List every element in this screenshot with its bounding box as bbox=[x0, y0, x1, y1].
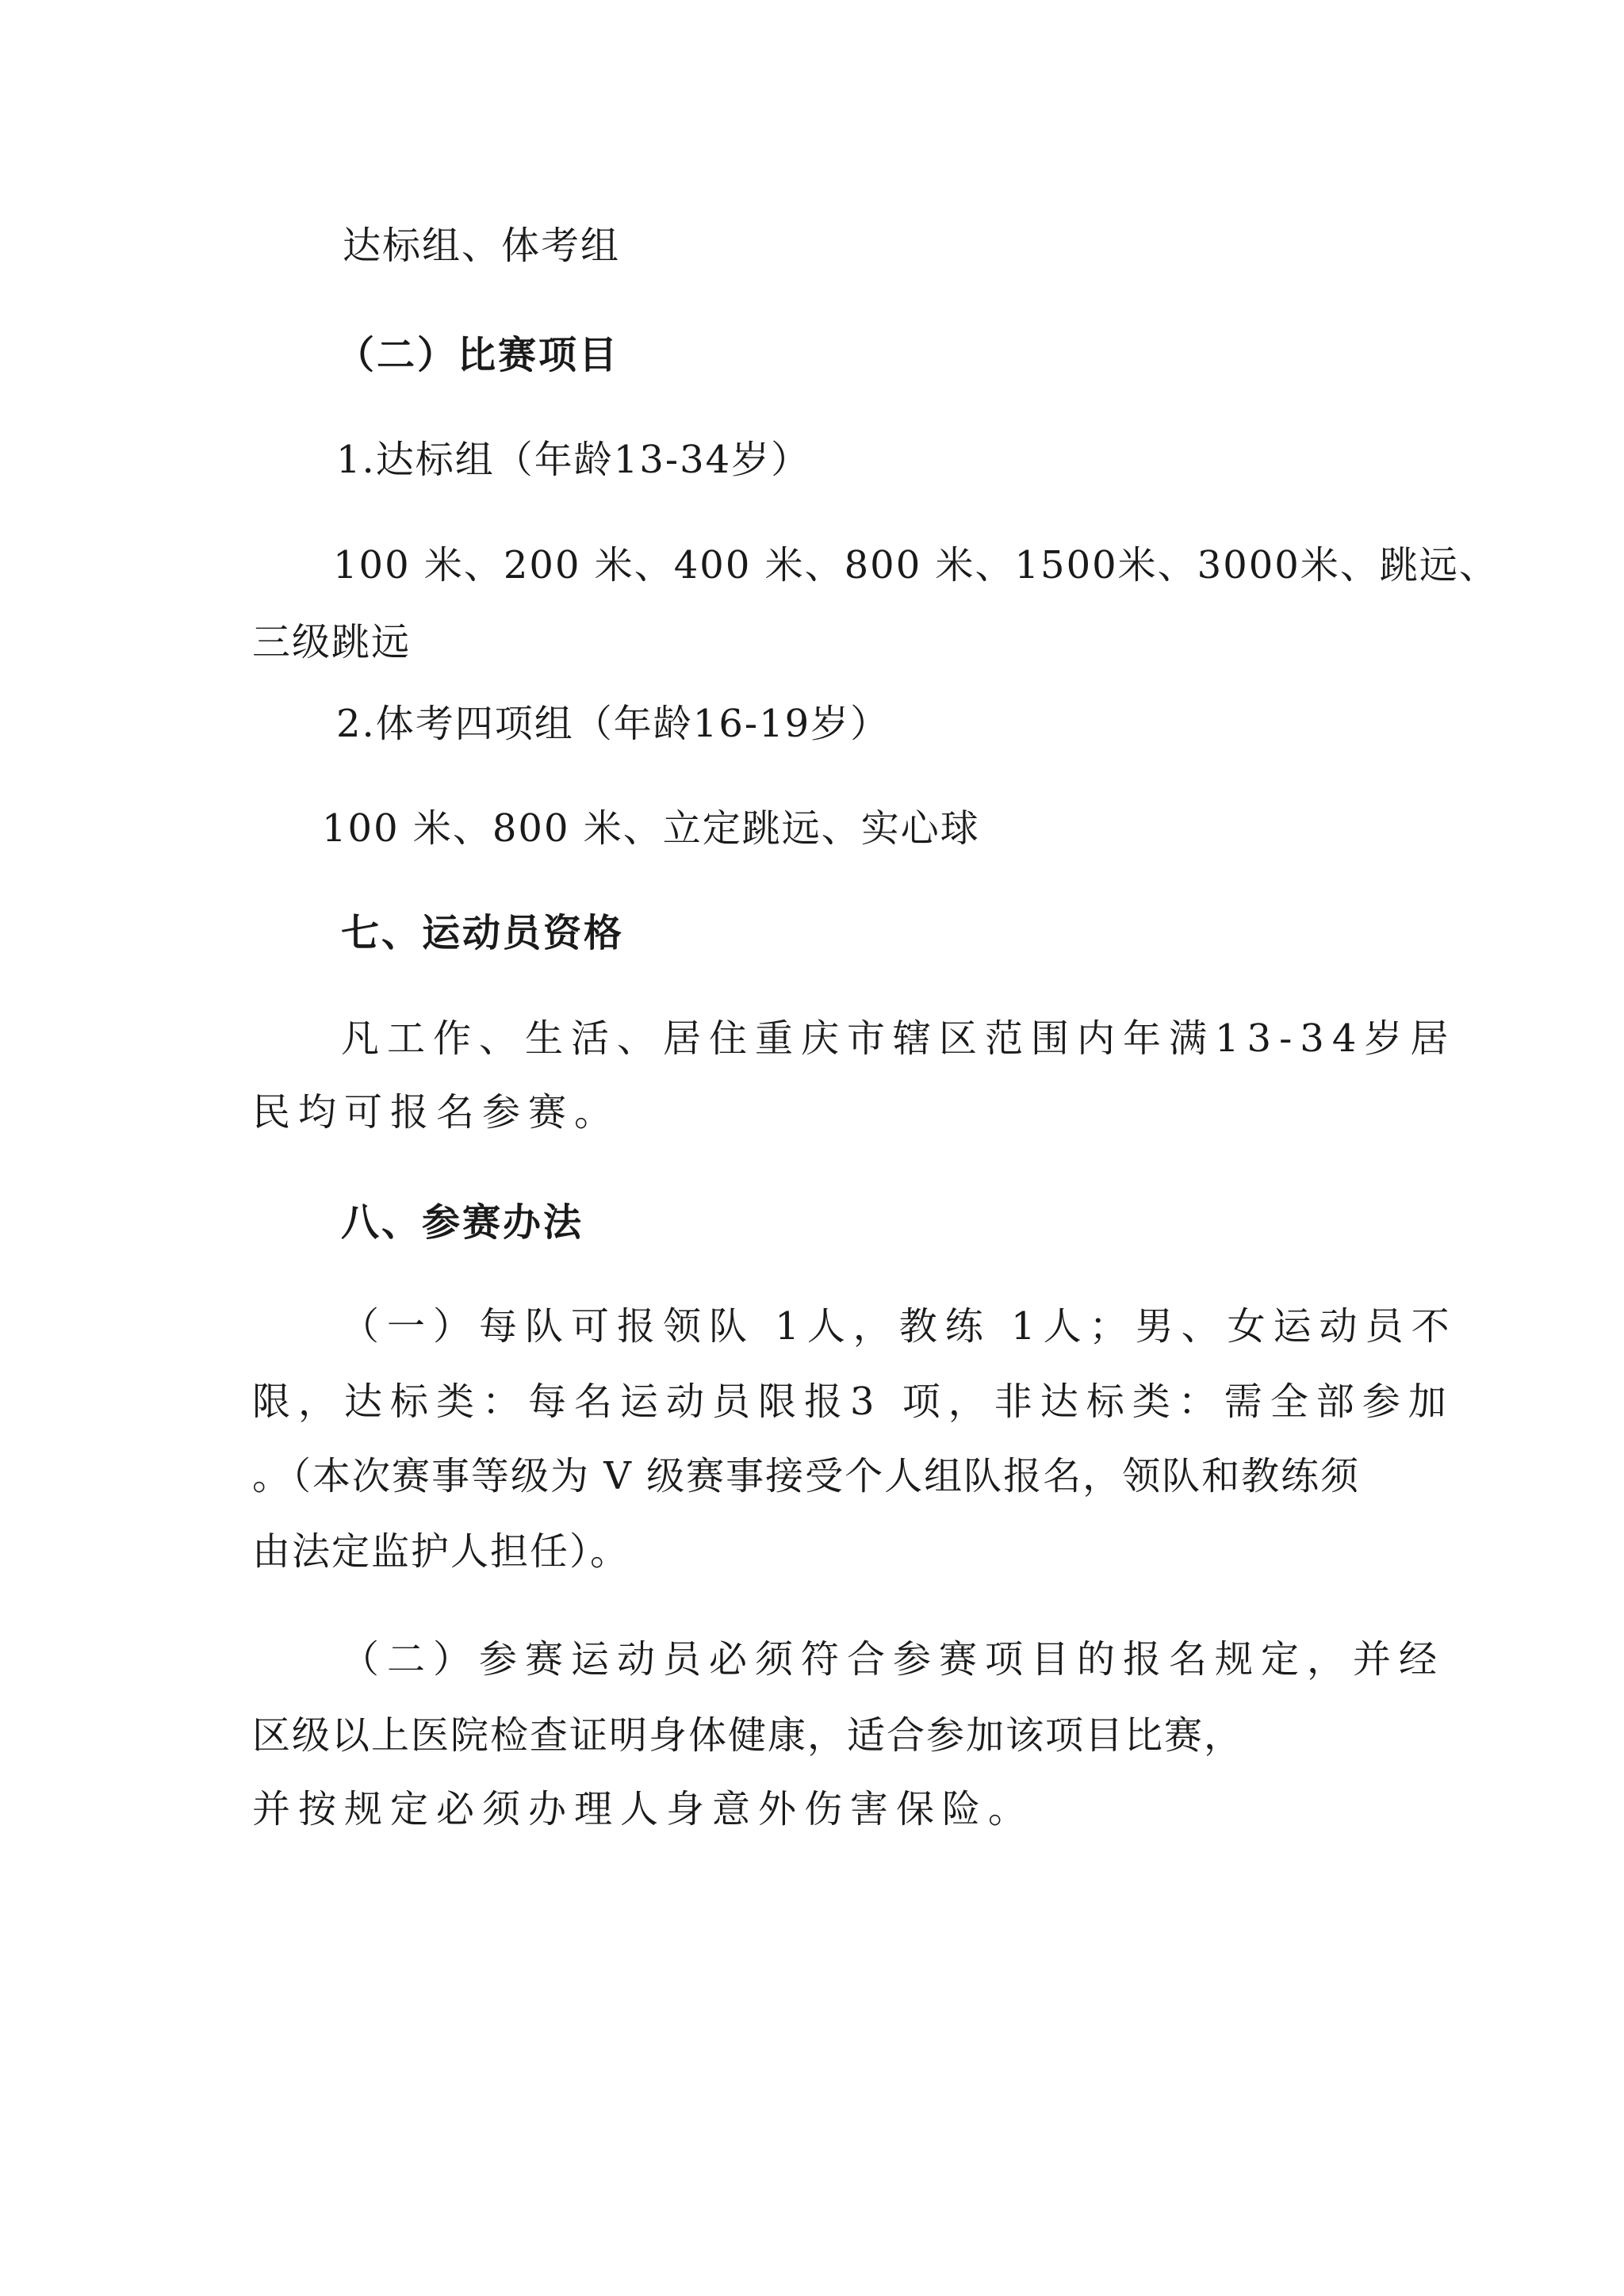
section8-p2-line1: （二）参赛运动员必须符合参赛项目的报名规定，并经 bbox=[341, 1637, 1446, 1682]
section-events-heading: （二）比赛项目 bbox=[336, 333, 620, 377]
group2-title: 2.体考四项组（年龄16-19岁） bbox=[336, 702, 891, 746]
section8-p1-line2: 限，达标类：每名运动员限报3 项，非达标类：需全部参加 bbox=[252, 1380, 1454, 1424]
section8-p1-line1: （一）每队可报领队 1人，教练 1人；男、女运动员不 bbox=[341, 1304, 1457, 1349]
section7-heading: 七、运动员资格 bbox=[341, 911, 625, 955]
section8-p1-line3: 。（本次赛事等级为 V 级赛事接受个人组队报名，领队和教练须 bbox=[252, 1454, 1361, 1498]
group1-events-line2: 三级跳远 bbox=[252, 620, 412, 664]
group1-events-line1: 100 米、200 米、400 米、800 米、1500米、3000米、跳远、 bbox=[333, 543, 1499, 587]
section7-line2: 民均可报名参赛。 bbox=[252, 1090, 621, 1135]
group2-events: 100 米、800 米、立定跳远、实心球 bbox=[322, 806, 980, 851]
group1-title: 1.达标组（年龄13-34岁） bbox=[336, 438, 811, 482]
groups-line: 达标组、体考组 bbox=[343, 224, 621, 268]
section7-line1: 凡工作、生活、居住重庆市辖区范围内年满13-34岁居 bbox=[341, 1016, 1457, 1061]
section8-p2-line2: 区级以上医院检查证明身体健康，适合参加该项目比赛， bbox=[252, 1713, 1244, 1758]
section8-heading: 八、参赛办法 bbox=[341, 1200, 584, 1245]
section8-p1-line4: 由法定监护人担任）。 bbox=[252, 1529, 630, 1574]
section8-p2-line3: 并按规定必须办理人身意外伤害保险。 bbox=[252, 1787, 1035, 1831]
